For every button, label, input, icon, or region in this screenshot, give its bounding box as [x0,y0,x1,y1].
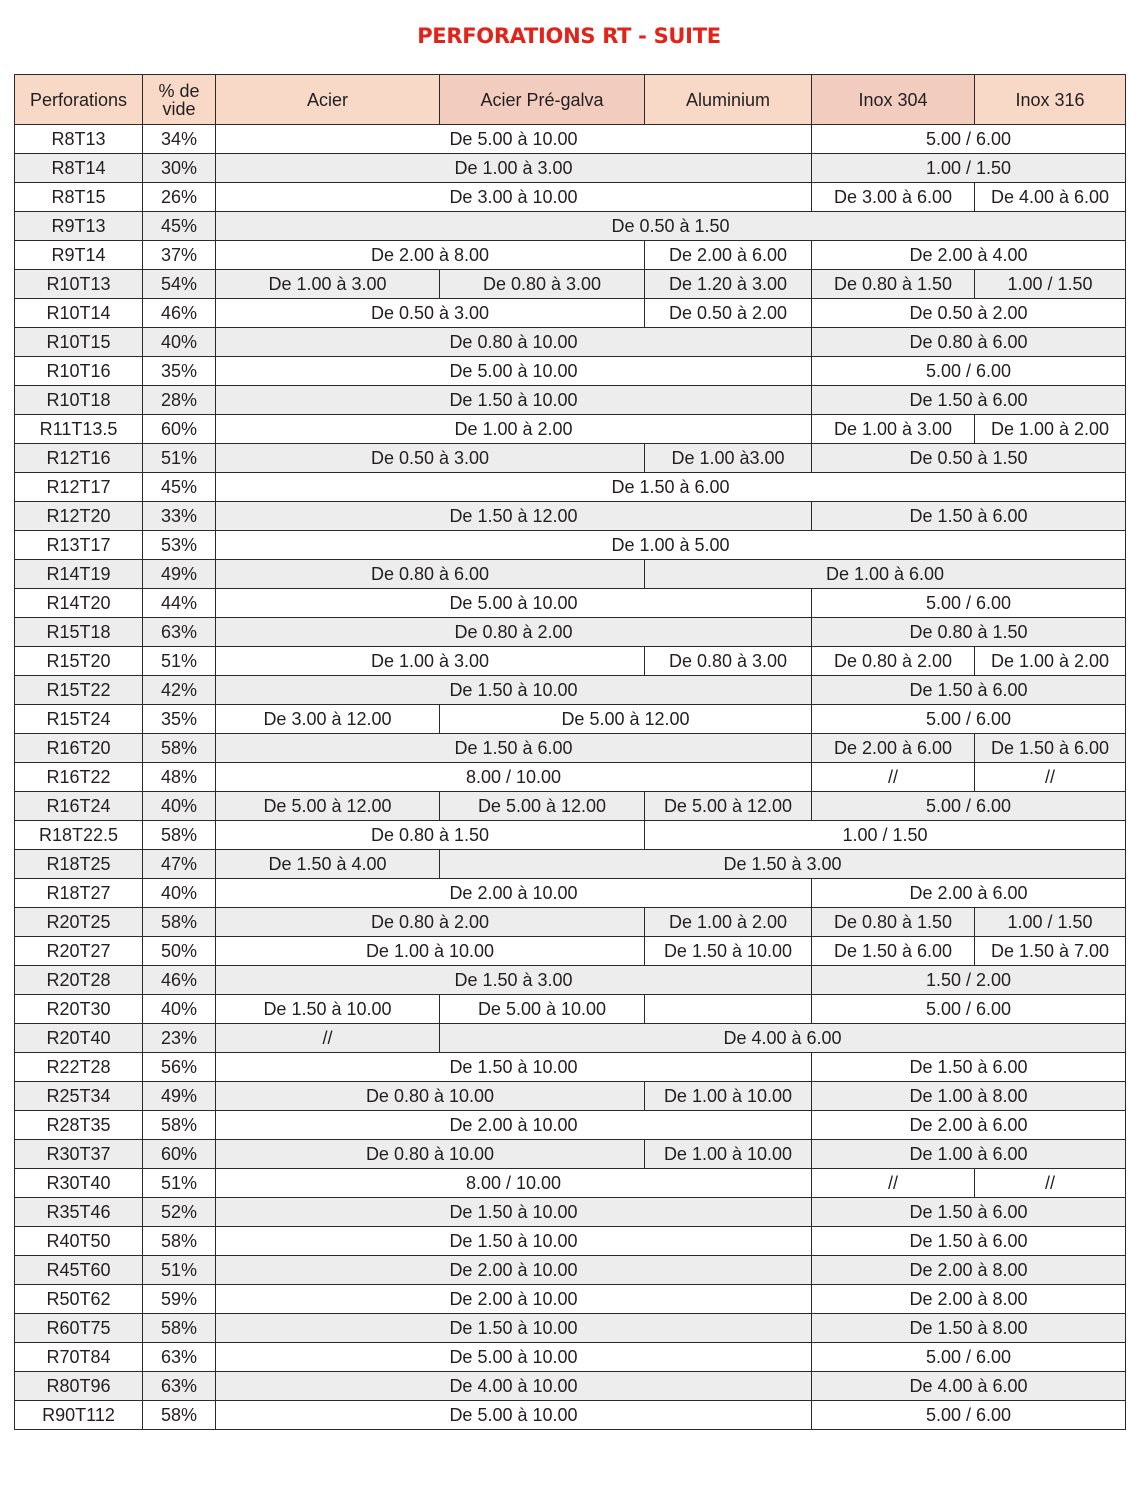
thickness-range: 5.00 / 6.00 [812,705,1126,734]
thickness-range: De 0.80 à 6.00 [812,328,1126,357]
thickness-range: 8.00 / 10.00 [216,763,812,792]
vide-percent: 45% [143,212,216,241]
vide-percent: 45% [143,473,216,502]
thickness-range: De 1.00 à 8.00 [812,1082,1126,1111]
vide-percent: 40% [143,792,216,821]
vide-percent: 58% [143,1111,216,1140]
thickness-range: De 1.50 à 6.00 [216,734,812,763]
table-row [15,908,1126,937]
thickness-range: De 0.80 à 2.00 [812,647,975,676]
thickness-range: 1.00 / 1.50 [645,821,1126,850]
thickness-range: 1.00 / 1.50 [812,154,1126,183]
vide-percent: 40% [143,879,216,908]
header-perforations: Perforations [15,75,143,125]
thickness-range: De 0.80 à 10.00 [216,1082,645,1111]
vide-percent: 58% [143,821,216,850]
vide-percent: 63% [143,1343,216,1372]
perforation-code: R8T15 [15,183,143,212]
thickness-range: De 1.00 à 3.00 [216,647,645,676]
thickness-range: De 1.00 à 5.00 [216,531,1126,560]
vide-percent: 44% [143,589,216,618]
perforation-code: R30T37 [15,1140,143,1169]
thickness-range: De 1.00 à 2.00 [216,415,812,444]
perforation-code: R16T24 [15,792,143,821]
table-row [15,1053,1126,1082]
thickness-range: De 1.50 à 6.00 [812,676,1126,705]
perforation-code: R8T14 [15,154,143,183]
vide-percent: 37% [143,241,216,270]
thickness-range: De 1.50 à 10.00 [216,386,812,415]
table-row [15,212,1126,241]
perforation-code: R18T25 [15,850,143,879]
table-row [15,502,1126,531]
thickness-range: De 4.00 à 10.00 [216,1372,812,1401]
table-row [15,937,1126,966]
table-row [15,1343,1126,1372]
table-row [15,676,1126,705]
perforation-code: R15T24 [15,705,143,734]
thickness-range: De 3.00 à 10.00 [216,183,812,212]
thickness-range: De 2.00 à 8.00 [812,1256,1126,1285]
vide-percent: 63% [143,1372,216,1401]
thickness-range: De 2.00 à 10.00 [216,1111,812,1140]
perforation-code: R10T14 [15,299,143,328]
table-header-row [15,75,1126,125]
vide-percent: 46% [143,966,216,995]
perforation-code: R28T35 [15,1111,143,1140]
thickness-range: De 2.00 à 4.00 [812,241,1126,270]
perforation-code: R15T20 [15,647,143,676]
thickness-range: De 1.50 à 7.00 [975,937,1126,966]
thickness-range: De 2.00 à 10.00 [216,1256,812,1285]
table-row [15,1314,1126,1343]
thickness-range: De 5.00 à 10.00 [216,1401,812,1430]
thickness-range: De 1.00 à 6.00 [812,1140,1126,1169]
table-row [15,1082,1126,1111]
thickness-range: De 0.80 à 6.00 [216,560,645,589]
perforation-code: R10T15 [15,328,143,357]
thickness-range: De 1.50 à 3.00 [216,966,812,995]
table-row [15,473,1126,502]
thickness-range: De 1.00 à 10.00 [645,1082,812,1111]
thickness-range: De 2.00 à 10.00 [216,1285,812,1314]
vide-percent: 42% [143,676,216,705]
table-row [15,850,1126,879]
table-row [15,299,1126,328]
perforation-code: R16T20 [15,734,143,763]
table-row [15,734,1126,763]
thickness-range: De 1.50 à 12.00 [216,502,812,531]
table-row [15,386,1126,415]
vide-percent: 47% [143,850,216,879]
thickness-range: De 5.00 à 12.00 [645,792,812,821]
thickness-range: De 5.00 à 10.00 [440,995,645,1024]
table-row [15,1372,1126,1401]
thickness-range: De 2.00 à 8.00 [216,241,645,270]
thickness-range: 1.00 / 1.50 [975,908,1126,937]
thickness-range: De 1.20 à 3.00 [645,270,812,299]
table-row [15,328,1126,357]
thickness-range: De 2.00 à 6.00 [812,879,1126,908]
thickness-range: 5.00 / 6.00 [812,357,1126,386]
perforation-code: R35T46 [15,1198,143,1227]
perforation-code: R45T60 [15,1256,143,1285]
vide-percent: 58% [143,1227,216,1256]
thickness-range: De 1.00 à 2.00 [645,908,812,937]
vide-percent: 60% [143,1140,216,1169]
table-body [15,125,1126,1430]
thickness-range: De 0.50 à 1.50 [216,212,1126,241]
perforation-code: R20T28 [15,966,143,995]
vide-percent: 34% [143,125,216,154]
table-row [15,154,1126,183]
thickness-range: De 1.50 à 3.00 [440,850,1126,879]
perforation-code: R30T40 [15,1169,143,1198]
thickness-range: De 1.50 à 10.00 [216,1053,812,1082]
thickness-range: 5.00 / 6.00 [812,1401,1126,1430]
thickness-range: // [975,1169,1126,1198]
vide-percent: 51% [143,444,216,473]
perforation-code: R8T13 [15,125,143,154]
perforation-code: R20T25 [15,908,143,937]
perforation-code: R50T62 [15,1285,143,1314]
perforation-code: R25T34 [15,1082,143,1111]
vide-percent: 51% [143,1256,216,1285]
vide-percent: 58% [143,908,216,937]
table-row [15,792,1126,821]
table-row [15,879,1126,908]
table-row [15,1285,1126,1314]
table-row [15,995,1126,1024]
vide-percent: 51% [143,1169,216,1198]
thickness-range: De 0.50 à 1.50 [812,444,1126,473]
vide-percent: 52% [143,1198,216,1227]
thickness-range: De 0.50 à 3.00 [216,299,645,328]
thickness-range: 5.00 / 6.00 [812,589,1126,618]
perforation-code: R60T75 [15,1314,143,1343]
table-row [15,415,1126,444]
thickness-range: 1.00 / 1.50 [975,270,1126,299]
perforation-code: R12T17 [15,473,143,502]
perforation-code: R13T17 [15,531,143,560]
header-aluminium: Aluminium [645,75,812,125]
thickness-range: De 4.00 à 6.00 [975,183,1126,212]
thickness-range: De 1.50 à 6.00 [812,1227,1126,1256]
perforation-code: R10T16 [15,357,143,386]
thickness-range: De 1.50 à 4.00 [216,850,440,879]
table-row [15,618,1126,647]
vide-percent: 46% [143,299,216,328]
header-inox-316: Inox 316 [975,75,1126,125]
thickness-range: De 1.50 à 6.00 [216,473,1126,502]
vide-percent: 58% [143,1401,216,1430]
thickness-range: 1.50 / 2.00 [812,966,1126,995]
vide-percent: 59% [143,1285,216,1314]
table-row [15,560,1126,589]
thickness-range: De 4.00 à 6.00 [812,1372,1126,1401]
page-title: PERFORATIONS RT - SUITE [417,24,721,48]
thickness-range: De 1.50 à 6.00 [812,1198,1126,1227]
perforation-code: R14T20 [15,589,143,618]
vide-percent: 26% [143,183,216,212]
thickness-range: De 1.00 à 2.00 [975,415,1126,444]
thickness-range: De 0.80 à 10.00 [216,328,812,357]
table-row [15,763,1126,792]
thickness-range: De 5.00 à 12.00 [440,792,645,821]
perforation-code: R20T40 [15,1024,143,1053]
thickness-range: De 1.50 à 10.00 [216,1198,812,1227]
perforation-code: R11T13.5 [15,415,143,444]
vide-percent: 40% [143,328,216,357]
thickness-range: De 1.50 à 8.00 [812,1314,1126,1343]
perforation-code: R9T14 [15,241,143,270]
thickness-range: De 1.50 à 6.00 [812,1053,1126,1082]
thickness-range: De 2.00 à 6.00 [812,734,975,763]
table-row [15,125,1126,154]
perforation-code: R70T84 [15,1343,143,1372]
perforation-code: R9T13 [15,212,143,241]
thickness-range: De 1.50 à 10.00 [216,676,812,705]
vide-percent: 35% [143,357,216,386]
thickness-range: // [812,1169,975,1198]
thickness-range: De 1.00 à 10.00 [645,1140,812,1169]
thickness-range: De 1.50 à 6.00 [812,386,1126,415]
perforations-table [14,74,1126,1430]
perforation-code: R15T22 [15,676,143,705]
perforation-code: R18T22.5 [15,821,143,850]
thickness-range: De 1.00 à 2.00 [975,647,1126,676]
thickness-range: De 5.00 à 10.00 [216,125,812,154]
thickness-range: De 5.00 à 12.00 [216,792,440,821]
vide-percent: 63% [143,618,216,647]
thickness-range: // [812,763,975,792]
table-row [15,1111,1126,1140]
thickness-range: De 0.50 à 3.00 [216,444,645,473]
thickness-range: 5.00 / 6.00 [812,1343,1126,1372]
thickness-range: De 1.00 à3.00 [645,444,812,473]
thickness-range: De 0.80 à 1.50 [812,618,1126,647]
table-row [15,1024,1126,1053]
thickness-range: De 0.80 à 2.00 [216,618,812,647]
thickness-range: De 5.00 à 10.00 [216,1343,812,1372]
table-row [15,270,1126,299]
thickness-range: De 0.80 à 3.00 [645,647,812,676]
thickness-range: 8.00 / 10.00 [216,1169,812,1198]
vide-percent: 58% [143,1314,216,1343]
table-row [15,821,1126,850]
thickness-range: De 2.00 à 8.00 [812,1285,1126,1314]
thickness-range: De 0.80 à 10.00 [216,1140,645,1169]
thickness-range: De 3.00 à 12.00 [216,705,440,734]
perforation-code: R20T27 [15,937,143,966]
thickness-range: De 0.50 à 2.00 [645,299,812,328]
thickness-range: De 4.00 à 6.00 [440,1024,1126,1053]
thickness-range: De 1.00 à 3.00 [216,270,440,299]
perforation-code: R20T30 [15,995,143,1024]
thickness-range: De 1.50 à 10.00 [645,937,812,966]
thickness-range: De 0.50 à 2.00 [812,299,1126,328]
table-row [15,1140,1126,1169]
thickness-range: De 0.80 à 3.00 [440,270,645,299]
thickness-range: De 2.00 à 6.00 [645,241,812,270]
thickness-range: De 1.50 à 6.00 [975,734,1126,763]
thickness-range: De 1.00 à 10.00 [216,937,645,966]
thickness-range: // [975,763,1126,792]
perforation-code: R80T96 [15,1372,143,1401]
perforation-code: R14T19 [15,560,143,589]
perforation-code: R18T27 [15,879,143,908]
perforation-code: R22T28 [15,1053,143,1082]
perforation-code: R90T112 [15,1401,143,1430]
vide-percent: 48% [143,763,216,792]
vide-percent: 60% [143,415,216,444]
perforation-code: R40T50 [15,1227,143,1256]
vide-percent: 40% [143,995,216,1024]
vide-percent: 53% [143,531,216,560]
thickness-range: De 1.00 à 6.00 [645,560,1126,589]
vide-percent: 50% [143,937,216,966]
thickness-range: De 1.00 à 3.00 [812,415,975,444]
perforation-code: R16T22 [15,763,143,792]
vide-percent: 35% [143,705,216,734]
table-row [15,966,1126,995]
vide-percent: 49% [143,560,216,589]
vide-percent: 51% [143,647,216,676]
thickness-range: De 1.50 à 6.00 [812,502,1126,531]
perforation-code: R12T16 [15,444,143,473]
thickness-range: De 1.50 à 6.00 [812,937,975,966]
thickness-range: De 0.80 à 1.50 [812,270,975,299]
thickness-range: De 5.00 à 10.00 [216,357,812,386]
vide-percent: 33% [143,502,216,531]
table-row [15,647,1126,676]
header-acier-pre-galva: Acier Pré-galva [440,75,645,125]
vide-percent: 58% [143,734,216,763]
header-acier: Acier [216,75,440,125]
table-row [15,1169,1126,1198]
thickness-range: De 2.00 à 10.00 [216,879,812,908]
thickness-range: De 1.50 à 10.00 [216,1227,812,1256]
table-row [15,531,1126,560]
table-row [15,589,1126,618]
table-row [15,444,1126,473]
thickness-range: De 0.80 à 1.50 [812,908,975,937]
perforation-code: R12T20 [15,502,143,531]
thickness-range: De 0.80 à 2.00 [216,908,645,937]
thickness-range: 5.00 / 6.00 [812,792,1126,821]
thickness-range: De 0.80 à 1.50 [216,821,645,850]
thickness-range: De 5.00 à 12.00 [440,705,812,734]
vide-percent: 56% [143,1053,216,1082]
vide-percent: 54% [143,270,216,299]
vide-percent: 30% [143,154,216,183]
vide-percent: 49% [143,1082,216,1111]
table-row [15,183,1126,212]
table-row [15,1227,1126,1256]
perforation-code: R15T18 [15,618,143,647]
thickness-range: // [216,1024,440,1053]
vide-percent: 23% [143,1024,216,1053]
table-row [15,241,1126,270]
thickness-range: 5.00 / 6.00 [812,995,1126,1024]
perforation-code: R10T13 [15,270,143,299]
thickness-range: De 1.50 à 10.00 [216,995,440,1024]
table-row [15,1256,1126,1285]
vide-percent: 28% [143,386,216,415]
table-row [15,1401,1126,1430]
thickness-range [645,995,812,1024]
thickness-range: De 1.50 à 10.00 [216,1314,812,1343]
table-row [15,705,1126,734]
thickness-range: 5.00 / 6.00 [812,125,1126,154]
header-inox-304: Inox 304 [812,75,975,125]
header-vide: % de vide [143,75,216,125]
table-row [15,1198,1126,1227]
thickness-range: De 1.00 à 3.00 [216,154,812,183]
thickness-range: De 5.00 à 10.00 [216,589,812,618]
perforation-code: R10T18 [15,386,143,415]
thickness-range: De 3.00 à 6.00 [812,183,975,212]
table-row [15,357,1126,386]
thickness-range: De 2.00 à 6.00 [812,1111,1126,1140]
